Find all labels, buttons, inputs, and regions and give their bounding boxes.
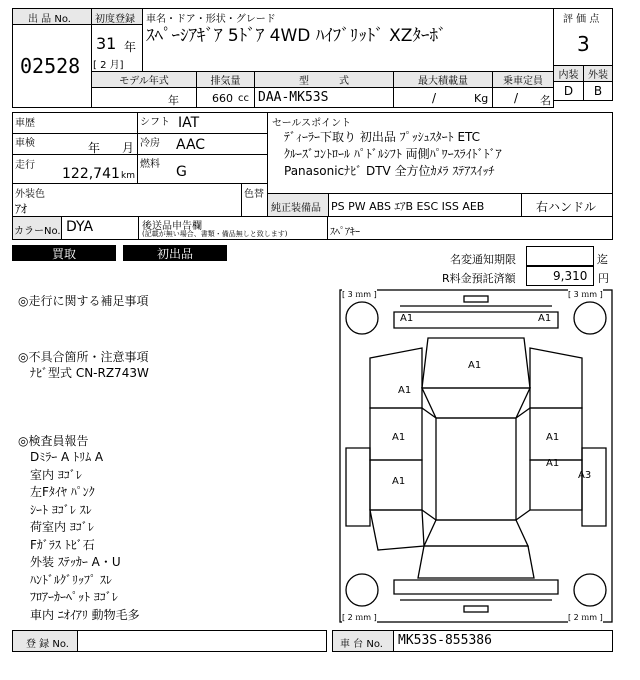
- equip-label: 純正装備品: [271, 203, 321, 214]
- history-label: 車歴: [15, 118, 35, 129]
- grade-label: 評 価 点: [563, 14, 600, 25]
- capacity-label: 乗車定員: [492, 71, 554, 88]
- inspector-item: 荷室内 ﾖｺﾞﾚ: [30, 520, 94, 534]
- shift-value: IAT: [178, 115, 200, 131]
- car-damage-diagram: [338, 288, 616, 624]
- inspector-item: 車内 ﾆｵｲｱﾘ 動物毛多: [30, 607, 140, 622]
- notice-label: 名変通知期限: [450, 253, 516, 266]
- equip-value: PS PW ABS ｴｱB ESC ISS AEB: [331, 200, 485, 213]
- tire-fr-label: [ 3 ｍm ]: [568, 290, 603, 299]
- car-name: ｽﾍﾟｰｼｱｷﾞｱ 5ﾄﾞｱ 4WD ﾊｲﾌﾞﾘｯﾄﾞ XZﾀｰﾎﾞ: [146, 26, 447, 46]
- tire-rr-label: [ 2 ｍm ]: [568, 613, 603, 622]
- lot-number: 02528: [20, 54, 81, 78]
- reg-no-label: 登 録 No.: [26, 639, 69, 650]
- car-name-label: 車名・ドア・形状・グレード: [146, 14, 276, 25]
- recycle-label: R料金預託済額: [442, 272, 516, 285]
- left-quarter-outline: [370, 510, 424, 550]
- fuel-value: G: [176, 164, 187, 180]
- displacement-unit: cc: [238, 93, 249, 104]
- mark-right-quarter: A3: [578, 470, 592, 481]
- load-unit: Kg: [474, 92, 489, 105]
- rear-hatch-outline: [418, 546, 534, 578]
- sales-line-3: Panasonicﾅﾋﾞ DTV 全方位ｶﾒﾗ ｽﾃｱｽｲｯﾁ: [284, 164, 495, 178]
- tire-front-right-icon: [574, 302, 606, 334]
- left-quarter-panel-outline: [346, 448, 370, 526]
- mark-right-rear-door: A1: [546, 458, 560, 469]
- mileage-label: 走行: [15, 160, 35, 171]
- first-reg-year-unit: 年: [124, 40, 137, 54]
- mark-front-right: A1: [538, 313, 552, 324]
- inspector-item: 室内 ﾖｺﾞﾚ: [30, 467, 82, 482]
- exterior-label: 外装: [583, 65, 613, 82]
- diagram-frame: [340, 290, 612, 622]
- interior-label: 内装: [553, 65, 584, 82]
- inspection-year: 年: [88, 141, 101, 155]
- tire-fl-label: [ 3 ｍm ]: [342, 290, 377, 299]
- inspector-item: Dﾐﾗｰ A ﾄﾘﾑ A: [30, 450, 104, 464]
- ext-color-value: ｱｵ: [15, 202, 28, 216]
- capacity-unit: 名: [540, 94, 551, 107]
- mark-hood: A1: [468, 360, 482, 371]
- color-change-label: 色替: [244, 189, 264, 200]
- color-no-label: カラーNo.: [14, 226, 61, 237]
- tire-rear-right-icon: [574, 574, 606, 606]
- rear-bumper-outline: [394, 580, 558, 594]
- rear-glass-outline: [424, 520, 528, 546]
- driving-notes-title: ◎走行に関する補足事項: [18, 294, 149, 308]
- ext-color-label: 外装色: [15, 189, 45, 200]
- fuel-label: 燃料: [140, 159, 160, 170]
- docs-value-cell: [327, 216, 613, 240]
- recycle-unit: 円: [598, 272, 609, 285]
- model-value: DAA-MK53S: [258, 90, 329, 105]
- chassis-label: 車 台 No.: [340, 639, 383, 650]
- roof-outline: [436, 418, 516, 520]
- right-fender-outline: [530, 348, 582, 408]
- inspector-title: ◎検査員報告: [18, 434, 89, 448]
- mark-right-front-door: A1: [546, 432, 560, 443]
- sales-line-2: ｸﾙｰｽﾞｺﾝﾄﾛｰﾙ ﾊﾟﾄﾞﾙｼﾌﾄ 両側ﾊﾟﾜｰｽﾗｲﾄﾞﾄﾞｱ: [284, 147, 502, 161]
- first-reg-label: 初度登録: [95, 14, 135, 25]
- defect-item: ﾅﾋﾞ型式 CN-RZ743W: [30, 366, 149, 380]
- capacity-slash: /: [514, 91, 519, 105]
- docs-note: (記載が無い場合、書類・備品無しと致します): [142, 230, 288, 238]
- tire-rl-label: [ 2 ｍm ]: [342, 613, 377, 622]
- front-bumper-outline: [394, 312, 558, 328]
- load-slash: /: [432, 91, 437, 105]
- exterior-value: B: [583, 81, 613, 101]
- tire-front-left-icon: [346, 302, 378, 334]
- docs-value: ｽﾍﾟｱｷｰ: [330, 227, 360, 238]
- inspector-item: 左Fﾀｲﾔ ﾊﾟﾝｸ: [30, 485, 95, 499]
- mark-left-rear-door: A1: [392, 476, 406, 487]
- mark-front-left: A1: [400, 313, 414, 324]
- inspector-item: 外装 ｽﾃｯｶｰ A・U: [30, 555, 121, 569]
- ext-color-cell: [12, 183, 242, 217]
- notice-unit: 迄: [597, 253, 608, 266]
- mark-left-fender: A1: [398, 385, 412, 396]
- mark-left-front-door: A1: [392, 432, 406, 443]
- tire-rear-left-icon: [346, 574, 378, 606]
- displacement-value: 660: [212, 92, 233, 105]
- left-fender-outline: [370, 348, 422, 408]
- defects-title: ◎不具合箇所・注意事項: [18, 350, 149, 364]
- mileage-unit: km: [121, 171, 135, 181]
- color-no-value: DYA: [66, 219, 94, 235]
- model-year-label: モデル年式: [91, 71, 197, 88]
- notice-cell: [526, 246, 594, 266]
- displacement-label: 排気量: [196, 71, 255, 88]
- load-label: 最大積載量: [393, 71, 493, 88]
- inspector-item: ﾌﾛｱｰｶｰﾍﾟｯﾄ ﾖｺﾞﾚ: [30, 590, 118, 604]
- reg-no-cell: [77, 630, 327, 652]
- inspector-item: ｼｰﾄ ﾖｺﾞﾚ ｽﾚ: [30, 502, 92, 517]
- chassis-value: MK53S-855386: [398, 633, 492, 648]
- first-listing-tag: 初出品: [123, 245, 227, 261]
- handle-value: 右ハンドル: [536, 200, 597, 214]
- mileage-value: 122,741: [62, 166, 120, 182]
- docs-label: 後送品申告欄: [142, 221, 202, 232]
- recycle-value: 9,310: [553, 269, 588, 283]
- ac-value: AAC: [176, 137, 206, 153]
- windshield-outline: [422, 388, 530, 418]
- inspector-item: ﾊﾝﾄﾞﾙｸﾞﾘｯﾌﾟ ｽﾚ: [30, 572, 112, 587]
- inspection-label: 車検: [15, 138, 35, 149]
- inspection-month: 月: [122, 141, 135, 155]
- shift-label: シフト: [140, 117, 170, 128]
- lot-label: 出 品 No.: [28, 14, 71, 25]
- right-quarter-outline: [582, 448, 606, 526]
- sales-points-label: セールスポイント: [272, 118, 352, 129]
- first-reg-year: 31: [96, 34, 117, 53]
- ac-label: 冷房: [140, 138, 160, 149]
- model-year-unit: 年: [168, 94, 179, 107]
- inspector-list: [30, 448, 330, 623]
- model-label: 型 式: [254, 71, 394, 88]
- interior-value: D: [553, 81, 584, 101]
- grade-value: 3: [577, 32, 590, 56]
- model-year-cell: [91, 87, 197, 108]
- sales-line-1: ﾃﾞｨｰﾗｰ下取り 初出品 ﾌﾟｯｼｭｽﾀｰﾄ ETC: [284, 130, 481, 144]
- first-reg-month: [ 2 月]: [93, 60, 124, 71]
- inspector-item: Fｶﾞﾗｽ ﾄﾋﾞ石: [30, 537, 95, 552]
- kaitori-tag: 買取: [12, 245, 116, 261]
